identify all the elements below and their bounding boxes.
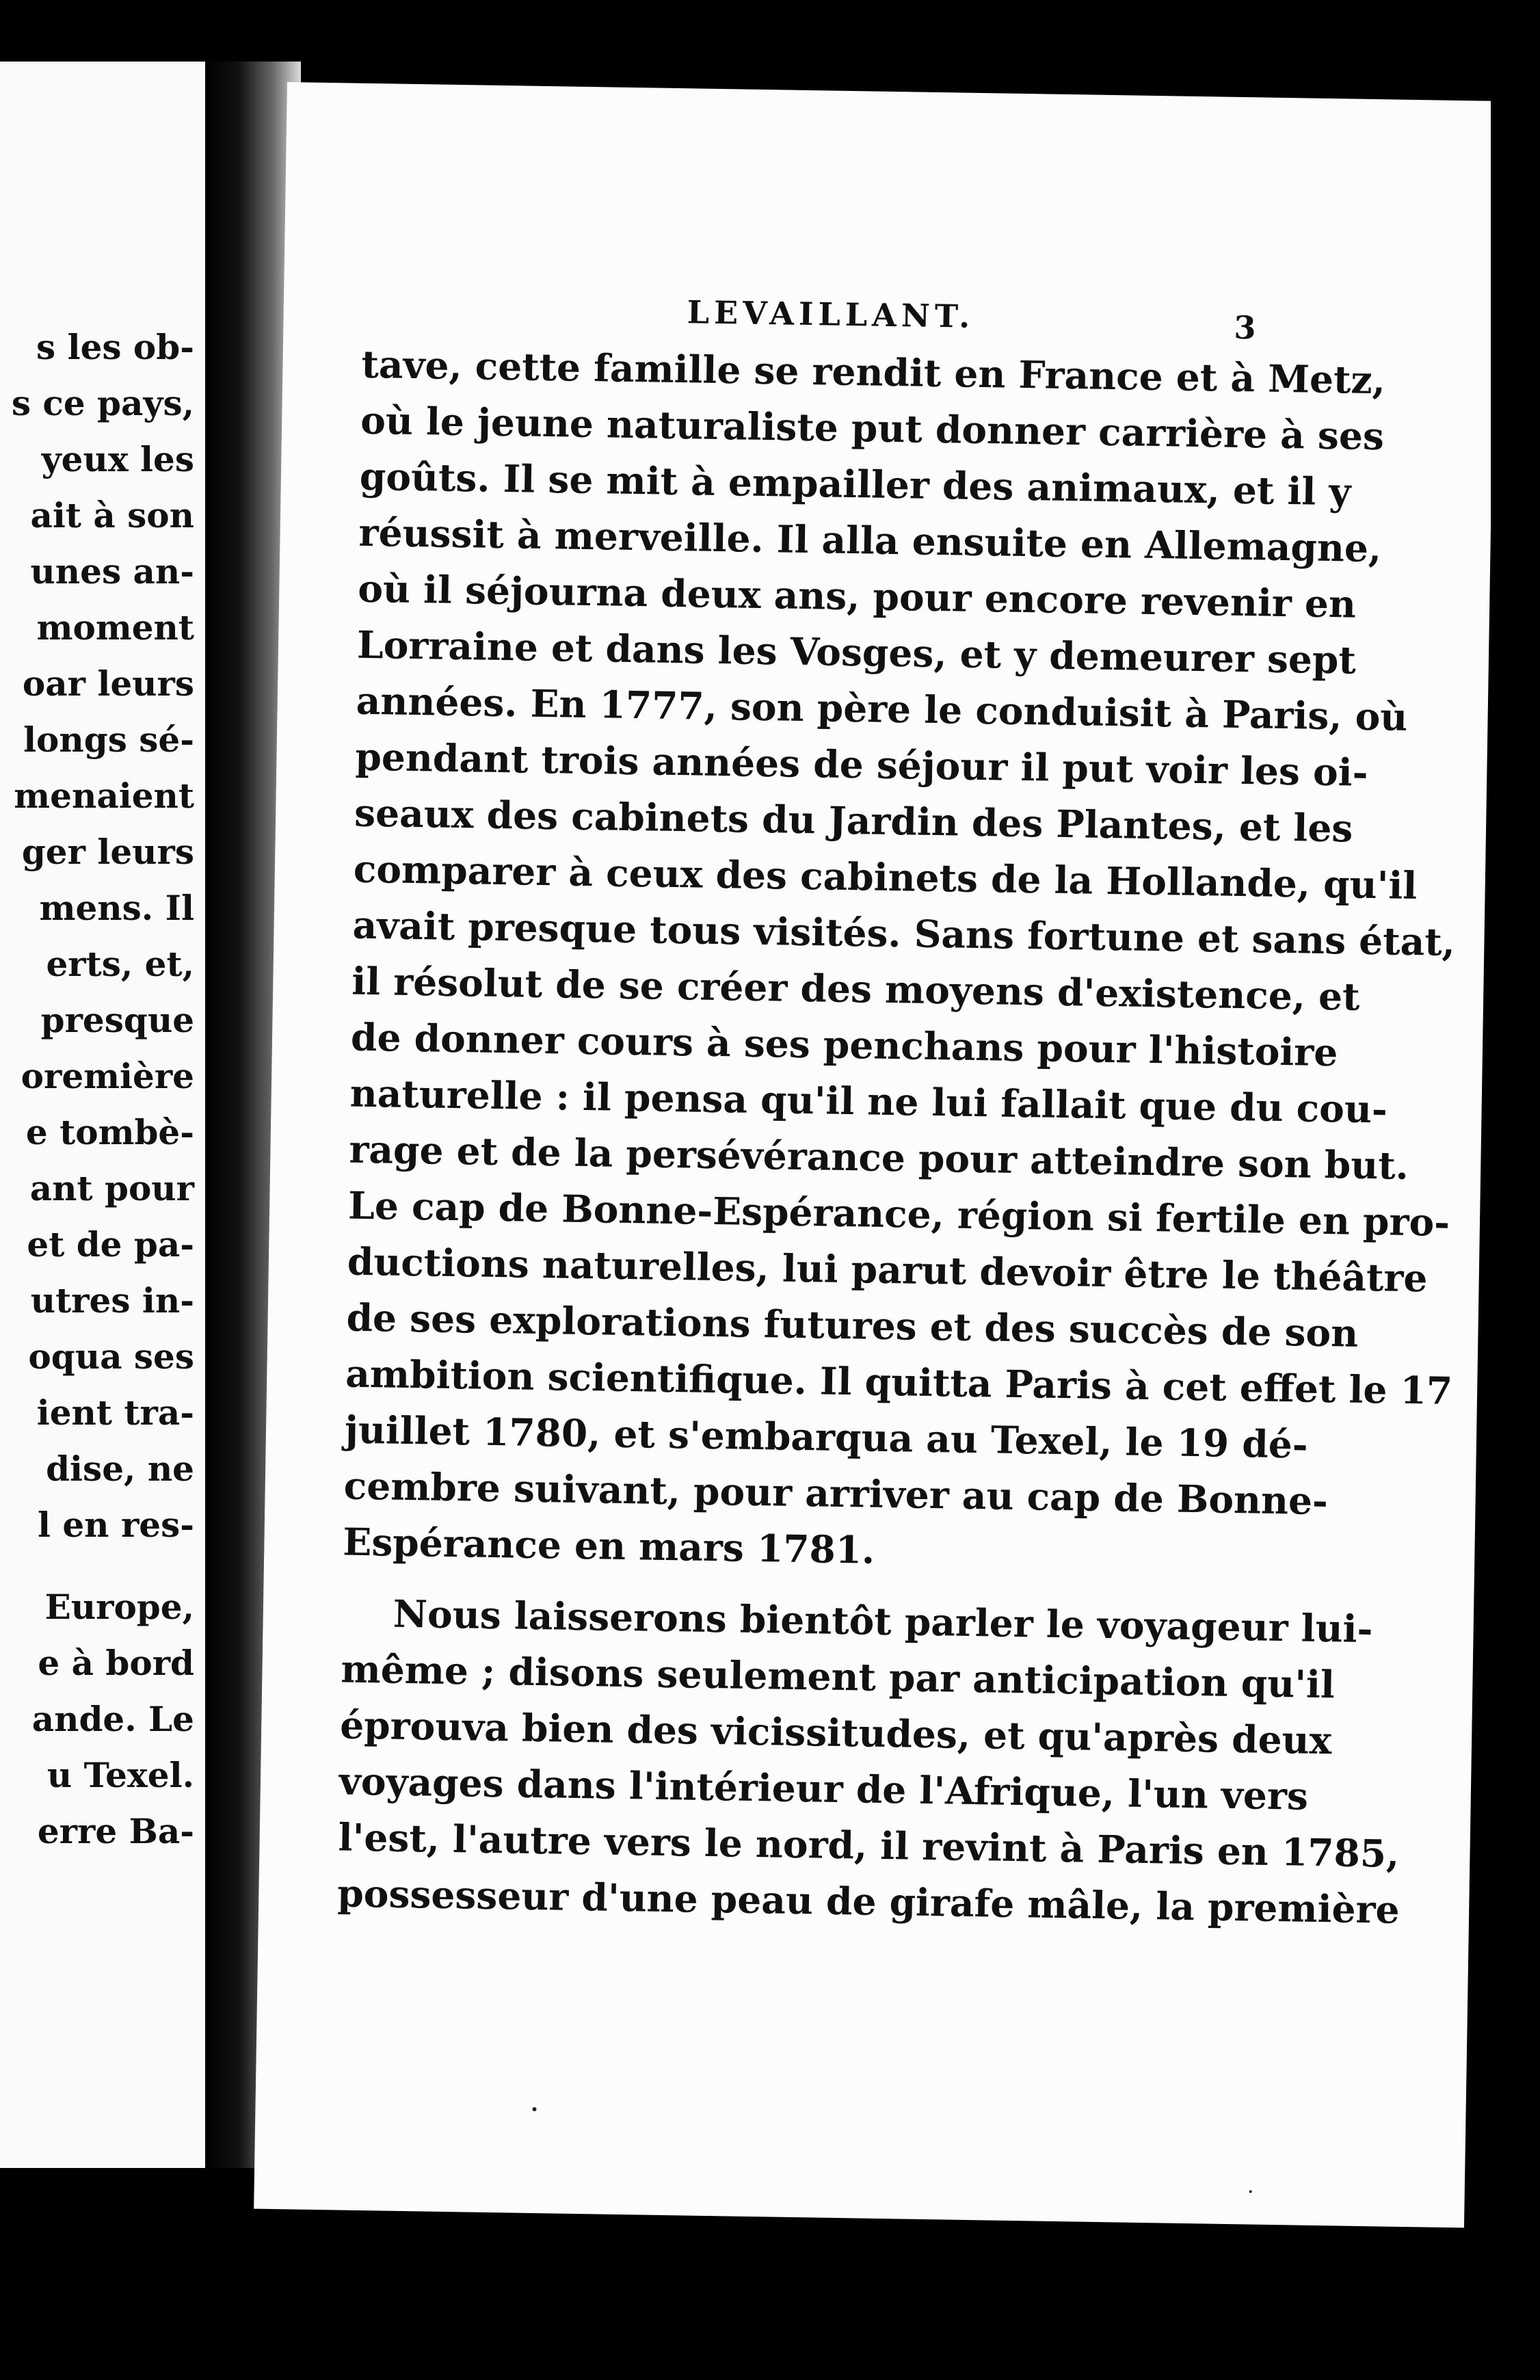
left-page-line: erts, et,: [46, 944, 194, 984]
text-line: possesseur d'une peau de girafe mâle, la première: [336, 1870, 1400, 1932]
left-page-line: u Texel.: [47, 1755, 194, 1795]
right-page: [254, 82, 1498, 2227]
text-line: Le cap de Bonne-Espérance, région si fertile en pro-: [347, 1182, 1450, 1245]
text-line: tave, cette famille se rendit en France et à Metz,: [361, 341, 1386, 403]
text-line: Lorraine et dans les Vosges, et y demeurer sept: [356, 622, 1357, 683]
ink-speck: [532, 2107, 536, 2111]
left-page-line: oqua ses: [28, 1336, 194, 1377]
left-page-line: ger leurs: [21, 832, 194, 872]
left-page-line: erre Ba-: [37, 1811, 194, 1851]
text-line: seaux des cabinets du Jardin des Plantes, et les: [354, 790, 1353, 851]
left-page-line: et de pa-: [27, 1224, 194, 1265]
text-line: même ; disons seulement par anticipation qu'il: [341, 1646, 1336, 1707]
left-page-line: s ce pays,: [11, 383, 194, 423]
left-page-line: mens. Il: [39, 888, 194, 928]
text-line: voyages dans l'intérieur de l'Afrique, l'un vers: [338, 1758, 1309, 1819]
text-line: ambition scientifique. Il quitta Paris à cet effet le 17: [345, 1351, 1453, 1413]
text-line: éprouva bien des vicissitudes, et qu'après deux: [339, 1702, 1332, 1763]
left-page-line: menaient: [14, 776, 194, 816]
text-line: naturelle : il pensa qu'il ne lui fallait que du cou-: [349, 1070, 1388, 1132]
left-page-line: ait à son: [30, 495, 194, 536]
text-line: avait presque tous visités. Sans fortune et sans état,: [352, 902, 1456, 964]
text-line: rage et de la persévérance pour atteindre son but.: [348, 1126, 1409, 1188]
text-line: l'est, l'autre vers le nord, il revint à Paris en 1785,: [338, 1814, 1400, 1876]
left-page: [0, 62, 205, 2168]
text-line: Espérance en mars 1781.: [342, 1519, 875, 1572]
left-page-line: presque: [40, 1000, 194, 1040]
left-page-line: unes an-: [30, 551, 194, 592]
page-edge-shadow: [1491, 75, 1540, 2223]
text-line: Nous laisserons bientôt parler le voyageur lui-: [393, 1591, 1373, 1652]
ink-speck: [1249, 2190, 1252, 2193]
text-line: où le jeune naturaliste put donner carrière à ses: [360, 397, 1385, 459]
text-line: comparer à ceux des cabinets de la Hollande, qu'il: [353, 846, 1418, 908]
left-page-line: dise, ne: [46, 1449, 194, 1489]
text-line: goûts. Il se mit à empailler des animaux, et il y: [359, 453, 1351, 514]
text-line: années. En 1777, son père le conduisit à Paris, où: [356, 678, 1408, 739]
text-line: réussit à merveille. Il alla ensuite en Allemagne,: [358, 510, 1382, 571]
left-page-line: ant pour: [29, 1168, 194, 1208]
left-page-line: ient tra-: [36, 1392, 194, 1433]
page-number: 3: [1234, 308, 1256, 347]
text-line: pendant trois années de séjour il put voir les oi-: [355, 734, 1368, 795]
left-page-line: Europe,: [44, 1587, 194, 1627]
left-page-line: oremière: [21, 1056, 194, 1096]
left-page-line: moment: [36, 607, 194, 648]
body-text: [336, 336, 1456, 1936]
left-page-line: s les ob-: [36, 327, 194, 367]
left-page-line: l en res-: [37, 1505, 194, 1545]
text-line: où il séjourna deux ans, pour encore revenir en: [357, 566, 1357, 626]
left-page-line: yeux les: [41, 439, 194, 479]
text-line: il résolut de se créer des moyens d'existence, et: [351, 958, 1360, 1019]
text-line: ductions naturelles, lui parut devoir être le théâtre: [347, 1239, 1428, 1301]
text-line: de donner cours à ses penchans pour l'histoire: [350, 1014, 1338, 1075]
left-page-line: longs sé-: [23, 719, 194, 760]
paragraph: [342, 336, 1456, 1585]
running-head: LEVAILLANT.: [687, 293, 975, 335]
left-page-line: e à bord: [38, 1643, 194, 1683]
left-page-line: oar leurs: [22, 663, 194, 704]
left-page-line: utres in-: [30, 1280, 194, 1321]
text-line: juillet 1780, et s'embarqua au Texel, le 19 dé-: [344, 1407, 1309, 1467]
left-page-line: e tombè-: [25, 1112, 194, 1152]
text-line: de ses explorations futures et des succès de son: [346, 1295, 1359, 1356]
paragraph: [336, 1585, 1400, 1936]
left-page-line: ande. Le: [31, 1699, 194, 1739]
text-line: cembre suivant, pour arriver au cap de Bonne-: [343, 1463, 1329, 1524]
